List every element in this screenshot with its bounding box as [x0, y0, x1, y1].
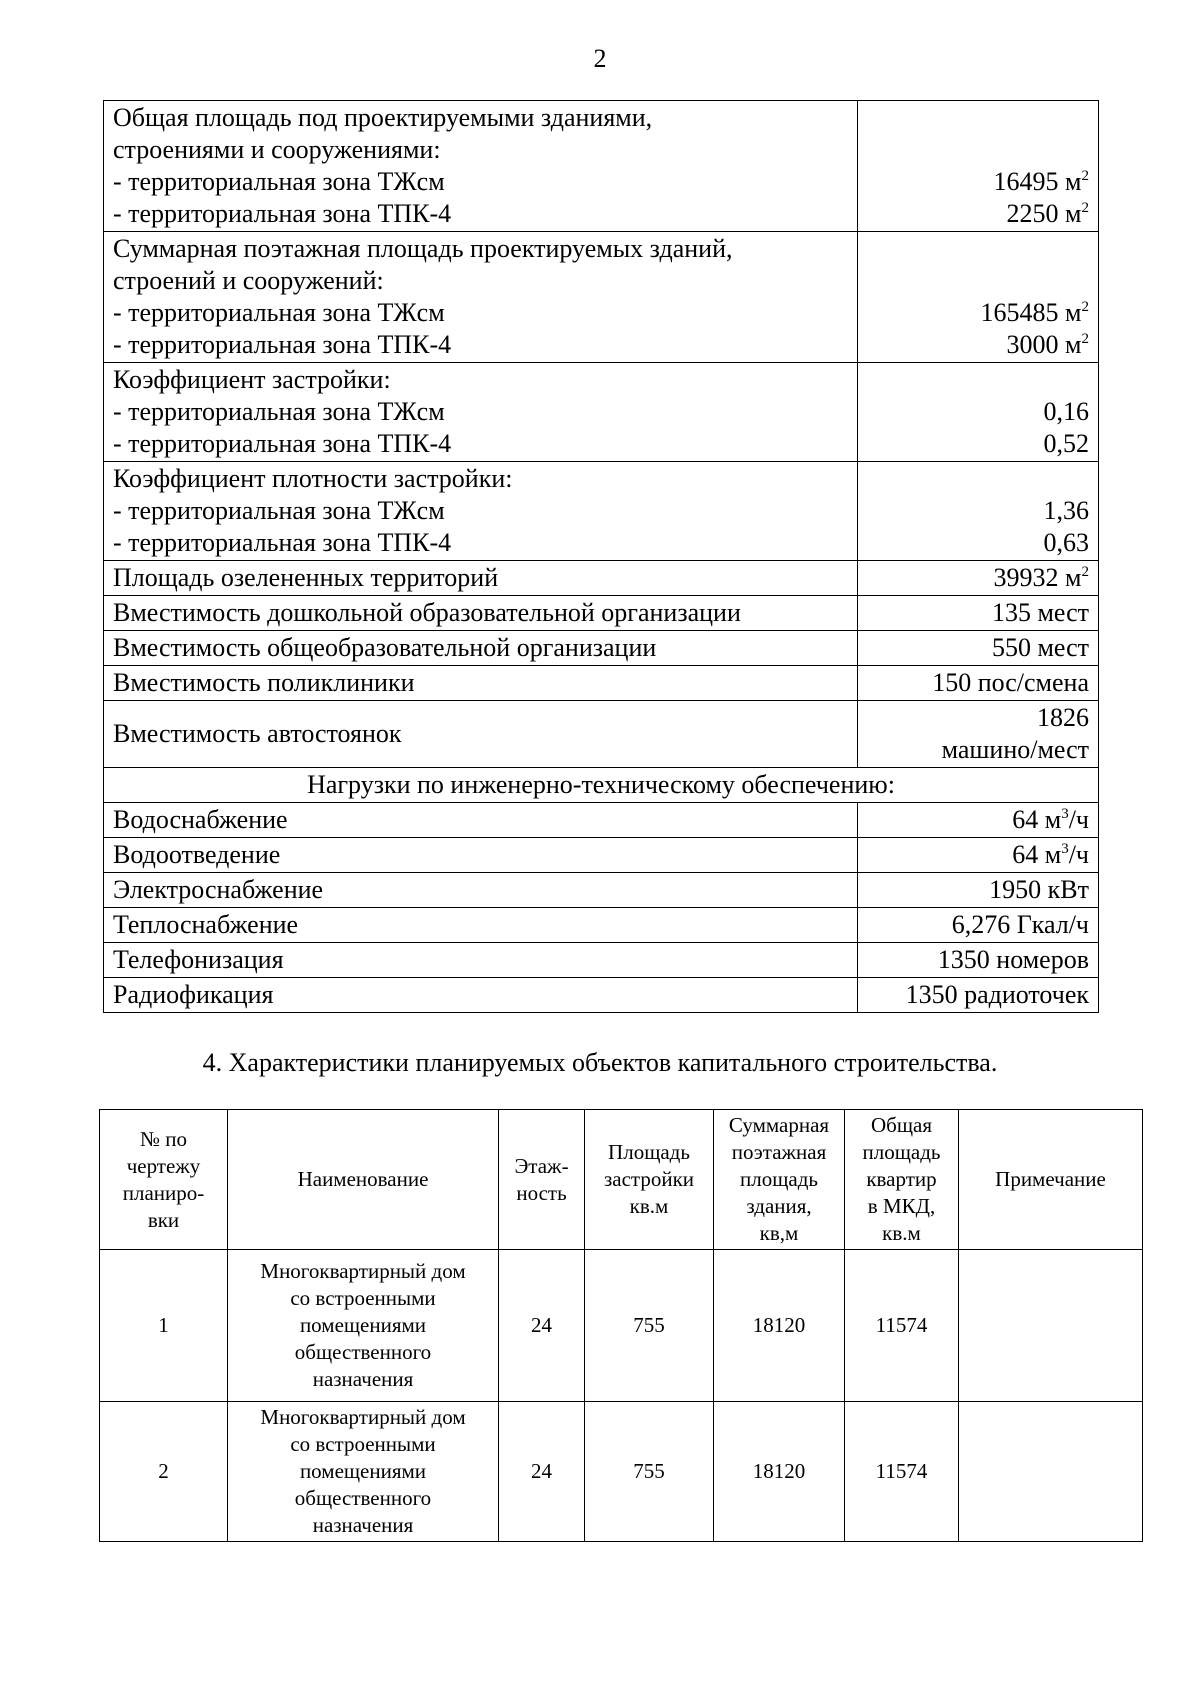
header-total-floor-area: Суммарная поэтажная площадь здания, кв,м: [714, 1110, 845, 1250]
table-row: [104, 232, 1099, 363]
clinic-label: Вместимость поликлиники: [104, 666, 858, 701]
table-row: [104, 561, 1099, 596]
table-header-row: [100, 1110, 1143, 1250]
green-area-value: 39932 $м^2$: [858, 561, 1099, 596]
table-row: [104, 631, 1099, 666]
heat-value: 6,276 Гкал/ч: [858, 908, 1099, 943]
density-coef-values: 1,36 0,63: [858, 462, 1099, 561]
row-floors: 24: [499, 1402, 585, 1542]
table-row: [104, 943, 1099, 978]
table-row: [100, 1250, 1143, 1402]
section-title: 4. Характеристики планируемых объектов капитального строительства.: [202, 1048, 998, 1077]
row-num: 2: [100, 1402, 228, 1542]
green-area-label: Площадь озелененных территорий: [104, 561, 858, 596]
density-coef-label: Коэффициент плотности застройки: - территориальная зона ТЖсм - территориальная зона ТПК-4: [104, 462, 858, 561]
school-label: Вместимость общеобразовательной организации: [104, 631, 858, 666]
table-row: [104, 873, 1099, 908]
building-area-label: Общая площадь под проектируемыми зданиями, строениями и сооружениями: - территориальная зона ТЖсм - территориальная зона ТПК-4: [104, 101, 858, 232]
water-supply-label: Водоснабжение: [104, 803, 858, 838]
objects-table: [99, 1109, 1143, 1542]
parking-value: 1826 машино/мест: [858, 701, 1099, 768]
table-row: [104, 908, 1099, 943]
header-name: Наименование: [228, 1110, 499, 1250]
building-area-values: 16495 $м^2$ 2250 $м^2$: [858, 101, 1099, 232]
table-row: [100, 1402, 1143, 1542]
table-row: [104, 462, 1099, 561]
school-value: 550 мест: [858, 631, 1099, 666]
row-total-floor-area: 18120: [714, 1402, 845, 1542]
page-number: 2: [593, 44, 607, 73]
parameters-table: [103, 100, 1099, 1013]
radio-label: Радиофикация: [104, 978, 858, 1013]
row-note: [959, 1402, 1143, 1542]
floor-area-label: Суммарная поэтажная площадь проектируемых зданий, строений и сооружений: - территориальная зона ТЖсм - территориальная зона ТПК-4: [104, 232, 858, 363]
header-apartments-area: Общая площадь квартир в МКД, кв.м: [845, 1110, 959, 1250]
row-name: Многоквартирный дом со встроенными помещениями общественного назначения: [228, 1250, 499, 1402]
water-disposal-value: 64 $м^3/ч$: [858, 838, 1099, 873]
row-note: [959, 1250, 1143, 1402]
table-row: [104, 978, 1099, 1013]
clinic-value: 150 пос/смена: [858, 666, 1099, 701]
row-apartments-area: 11574: [845, 1402, 959, 1542]
row-name: Многоквартирный дом со встроенными помещениями общественного назначения: [228, 1402, 499, 1542]
header-num: № по чертежу планиро- вки: [100, 1110, 228, 1250]
power-label: Электроснабжение: [104, 873, 858, 908]
header-note: Примечание: [959, 1110, 1143, 1250]
row-apartments-area: 11574: [845, 1250, 959, 1402]
table-row: [104, 701, 1099, 768]
header-floors: Этаж- ность: [499, 1110, 585, 1250]
radio-value: 1350 радиоточек: [858, 978, 1099, 1013]
row-total-floor-area: 18120: [714, 1250, 845, 1402]
floor-area-values: 165485 $м^2$ 3000 $м^2$: [858, 232, 1099, 363]
row-floors: 24: [499, 1250, 585, 1402]
water-disposal-label: Водоотведение: [104, 838, 858, 873]
phone-value: 1350 номеров: [858, 943, 1099, 978]
table-row: [104, 803, 1099, 838]
header-footprint: Площадь застройки кв.м: [585, 1110, 714, 1250]
table-row: [104, 363, 1099, 462]
power-value: 1950 кВт: [858, 873, 1099, 908]
water-supply-value: 64 $м^3/ч$: [858, 803, 1099, 838]
table-row: [104, 666, 1099, 701]
heat-label: Теплоснабжение: [104, 908, 858, 943]
engineering-header: Нагрузки по инженерно-техническому обеспечению:: [104, 768, 1099, 803]
building-coef-label: Коэффициент застройки: - территориальная зона ТЖсм - территориальная зона ТПК-4: [104, 363, 858, 462]
table-row: [104, 101, 1099, 232]
parking-label: Вместимость автостоянок: [104, 701, 858, 768]
phone-label: Телефонизация: [104, 943, 858, 978]
row-footprint: 755: [585, 1250, 714, 1402]
row-num: 1: [100, 1250, 228, 1402]
building-coef-values: 0,16 0,52: [858, 363, 1099, 462]
kindergarten-label: Вместимость дошкольной образовательной организации: [104, 596, 858, 631]
table-row: [104, 838, 1099, 873]
table-row: [104, 596, 1099, 631]
row-footprint: 755: [585, 1402, 714, 1542]
kindergarten-value: 135 мест: [858, 596, 1099, 631]
table-row: [104, 768, 1099, 803]
